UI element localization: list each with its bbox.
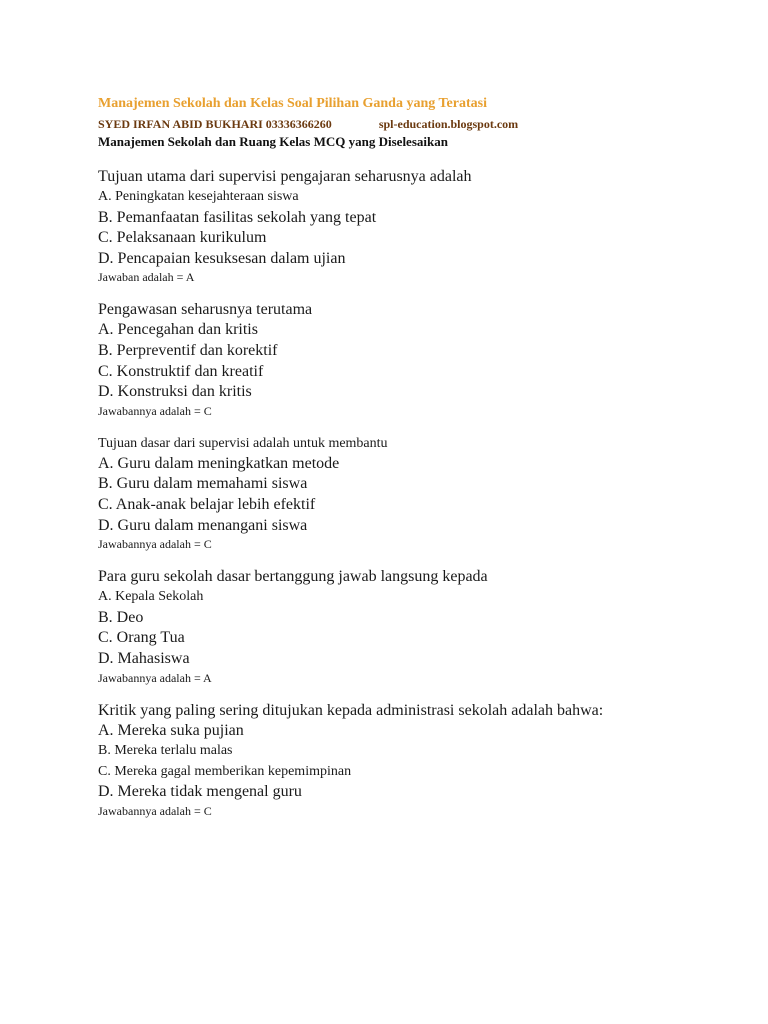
question-text: Tujuan dasar dari supervisi adalah untuk membantu xyxy=(98,435,388,451)
question-block xyxy=(98,701,738,819)
option-c: C. Konstruktif dan kreatif xyxy=(98,362,264,380)
question-block xyxy=(98,567,738,685)
answer-text: Jawaban adalah = A xyxy=(98,270,195,285)
option-c: C. Orang Tua xyxy=(98,629,185,647)
option-d: D. Guru dalam menangani siswa xyxy=(98,516,308,534)
answer-text: Jawabannya adalah = C xyxy=(98,403,212,418)
author-line xyxy=(98,117,738,132)
option-a: A. Kepala Sekolah xyxy=(98,589,204,605)
option-b: B. Deo xyxy=(98,608,144,626)
option-d: D. Mereka tidak mengenal guru xyxy=(98,783,302,801)
document-page xyxy=(98,94,738,819)
option-d: D. Konstruksi dan kritis xyxy=(98,383,252,401)
answer-text: Jawabannya adalah = C xyxy=(98,803,212,818)
question-block xyxy=(98,167,738,285)
option-a: A. Guru dalam meningkatkan metode xyxy=(98,454,340,472)
option-d: D. Pencapaian kesuksesan dalam ujian xyxy=(98,249,346,267)
question-text: Kritik yang paling sering ditujukan kepada administrasi sekolah adalah bahwa: xyxy=(98,701,604,719)
option-c: C. Anak-anak belajar lebih efektif xyxy=(98,495,316,513)
blog-link[interactable]: spl-education.blogspot.com xyxy=(378,117,519,131)
option-c: C. Pelaksanaan kurikulum xyxy=(98,229,267,247)
option-a: A. Mereka suka pujian xyxy=(98,721,244,739)
document-title: Manajemen Sekolah dan Kelas Soal Pilihan Ganda yang Teratasi xyxy=(98,96,487,111)
option-b: B. Pemanfaatan fasilitas sekolah yang tepat xyxy=(98,208,377,226)
question-text: Para guru sekolah dasar bertanggung jawab langsung kepada xyxy=(98,568,488,586)
author-name: SYED IRFAN ABID BUKHARI 03336366260 xyxy=(98,117,332,131)
question-text: Pengawasan seharusnya terutama xyxy=(98,301,313,319)
question-block xyxy=(98,300,738,418)
option-b: B. Guru dalam memahami siswa xyxy=(98,475,308,493)
document-subtitle: Manajemen Sekolah dan Ruang Kelas MCQ yang Diselesaikan xyxy=(98,134,448,149)
question-text: Tujuan utama dari supervisi pengajaran seharusnya adalah xyxy=(98,168,472,185)
option-d: D. Mahasiswa xyxy=(98,649,190,667)
answer-text: Jawabannya adalah = C xyxy=(98,537,212,552)
option-b: B. Perpreventif dan korektif xyxy=(98,341,278,359)
answer-text: Jawabannya adalah = A xyxy=(98,670,212,685)
question-block xyxy=(98,434,738,552)
option-b: B. Mereka terlalu malas xyxy=(98,743,233,759)
option-c: C. Mereka gagal memberikan kepemimpinan xyxy=(98,763,352,779)
option-a: A. Pencegahan dan kritis xyxy=(98,321,258,339)
option-a: A. Peningkatan kesejahteraan siswa xyxy=(98,189,299,204)
